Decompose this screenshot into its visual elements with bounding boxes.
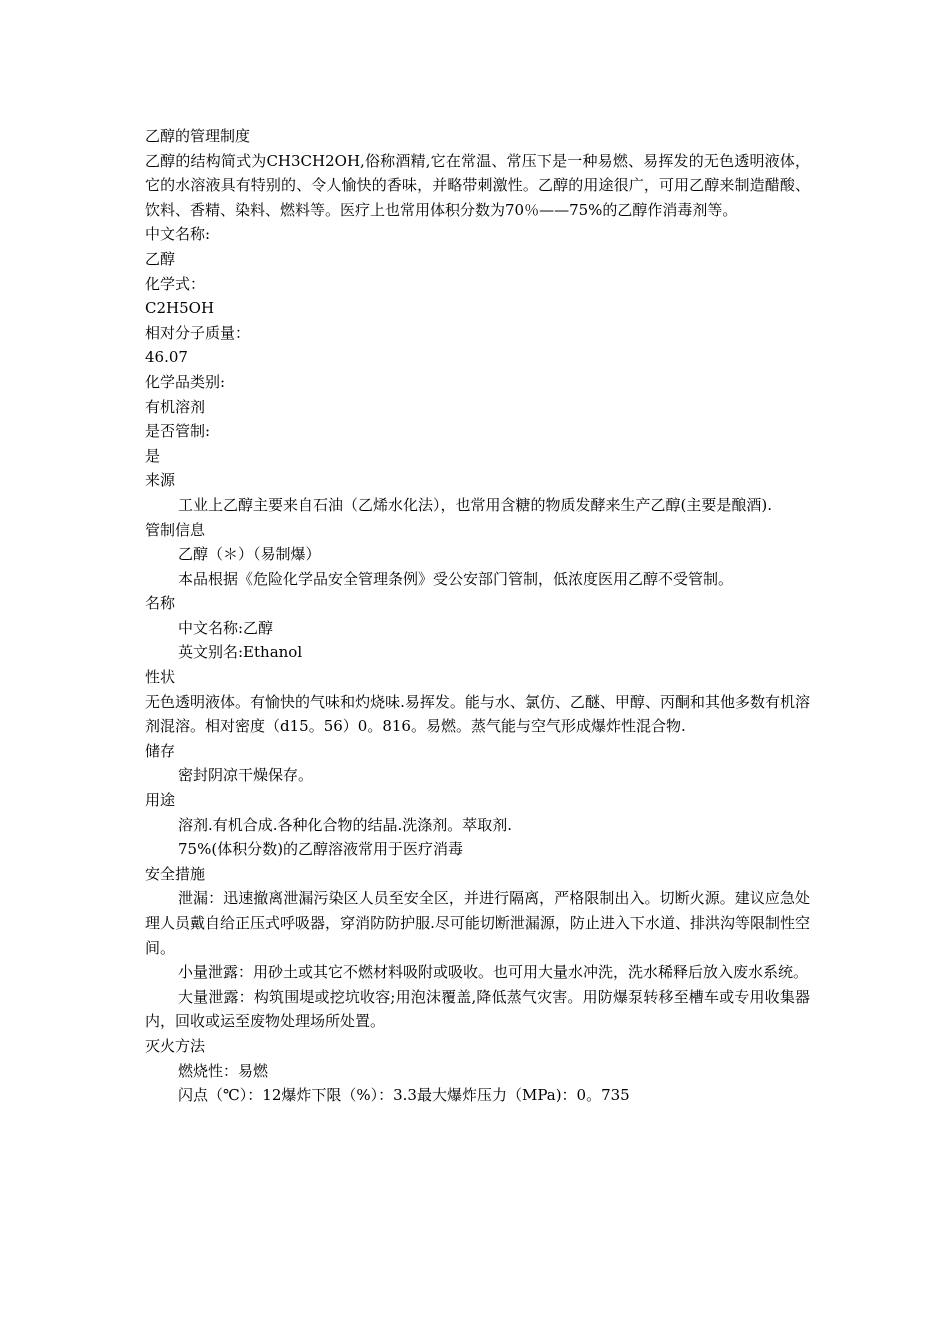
section-heading-control: 管制信息: [145, 520, 206, 539]
name-paragraph: 中文名称:乙醇: [178, 618, 274, 637]
formula-value: C2H5OH: [145, 299, 215, 318]
storage-paragraph: 密封阴凉干燥保存。: [178, 766, 314, 785]
properties-paragraph: 无色透明液体。有愉快的气味和灼烧味.易挥发。能与水、氯仿、乙醚、甲醇、丙酮和其他多数有机溶剂混溶。相对密度（d15。56）0。816。易燃。蒸气能与空气形成爆炸性混合物.: [145, 692, 810, 736]
section-heading-storage: 储存: [145, 741, 176, 760]
controlled-value: 是: [145, 446, 161, 465]
control-paragraph: 乙醇（＊）（易制爆）: [178, 545, 321, 564]
section-heading-usage: 用途: [145, 791, 176, 810]
section-heading-firefighting: 灭火方法: [145, 1036, 206, 1055]
controlled-label: 是否管制:: [145, 422, 211, 441]
chinese-name-label: 中文名称:: [145, 225, 211, 244]
firefighting-paragraph: 燃烧性：易燃: [178, 1061, 269, 1080]
control-paragraph: 本品根据《危险化学品安全管理条例》受公安部门管制，低浓度医用乙醇不受管制。: [178, 569, 734, 588]
category-label: 化学品类别:: [145, 372, 226, 391]
usage-paragraph: 75%(体积分数)的乙醇溶液常用于医疗消毒: [178, 840, 464, 859]
section-heading-source: 来源: [145, 471, 176, 490]
firefighting-paragraph: 闪点（℃）：12爆炸下限（%）：3.3最大爆炸压力（MPa)：0。735: [178, 1086, 630, 1105]
section-heading-name: 名称: [145, 594, 176, 613]
intro-paragraph: 乙醇的结构简式为CH3CH2OH,俗称酒精,它在常温、常压下是一种易燃、易挥发的无色透明液体，它的水溶液具有特别的、令人愉快的香味，并略带刺激性。乙醇的用途很广，可用乙醇来制造醋酸、饮料、香精、染料、燃料等。医疗上也常用体积分数为70％——75%的乙醇作消毒剂等。: [145, 151, 810, 219]
formula-label: 化学式：: [145, 274, 206, 293]
document-title: 乙醇的管理制度: [145, 127, 251, 145]
molecular-weight-value: 46.07: [145, 348, 188, 367]
chinese-name-value: 乙醇: [145, 249, 176, 268]
name-paragraph: 英文别名:Ethanol: [178, 643, 303, 662]
safety-paragraph: 大量泄露：构筑围堤或挖坑收容;用泡沫覆盖,降低蒸气灾害。用防爆泵转移至槽车或专用收集器内，回收或运至废物处理场所处置。: [145, 987, 810, 1031]
safety-paragraph: 泄漏：迅速撤离泄漏污染区人员至安全区，并进行隔离，严格限制出入。切断火源。建议应急处理人员戴自给正压式呼吸器，穿消防防护服.尽可能切断泄漏源，防止进入下水道、排洪沟等限制性空间。: [145, 889, 810, 957]
molecular-weight-label: 相对分子质量：: [145, 323, 251, 342]
usage-paragraph: 溶剂.有机合成.各种化合物的结晶.洗涤剂。萃取剂.: [178, 815, 513, 834]
category-value: 有机溶剂: [145, 397, 206, 416]
safety-paragraph: 小量泄露：用砂土或其它不燃材料吸附或吸收。也可用大量水冲洗，洗水稀释后放入废水系统。: [178, 963, 809, 982]
source-paragraph: 工业上乙醇主要来自石油（乙烯水化法），也常用含糖的物质发酵来生产乙醇(主要是酿酒).: [178, 495, 772, 514]
section-heading-properties: 性状: [145, 668, 176, 687]
section-heading-safety: 安全措施: [145, 864, 206, 883]
document-page: [145, 124, 810, 1108]
